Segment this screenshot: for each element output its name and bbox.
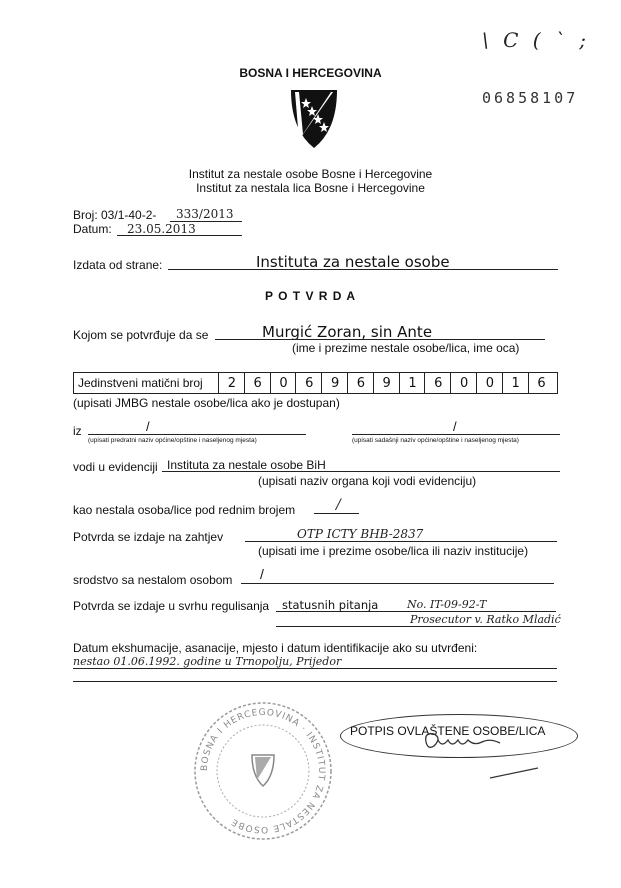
- serial-entry-label: kao nestala osoba/lice pod rednim brojem: [73, 503, 296, 517]
- evidence-hint: (upisati naziv organa koji vodi evidenciju): [258, 474, 477, 488]
- person-name: Murgić Zoran, sin Ante: [262, 323, 433, 341]
- relation-line: [241, 583, 554, 584]
- broj-label: Broj: 03/1-40-2-: [73, 208, 157, 222]
- jmbg-digit: 9: [321, 373, 348, 393]
- request-value: OTP ICTY BHB-2837: [297, 527, 424, 541]
- evidence-label: vodi u evidenciji: [73, 460, 158, 474]
- exhumation-label: Datum ekshumacije, asanacije, mjesto i datum identifikacije ako su utvrđeni:: [73, 641, 478, 655]
- jmbg-digit: 6: [295, 373, 322, 393]
- datum-line: [117, 235, 242, 236]
- request-label: Potvrda se izdaje na zahtjev: [73, 530, 224, 544]
- request-line: [245, 541, 557, 542]
- jmbg-digit: 1: [502, 373, 529, 393]
- serial-number: 06858107: [482, 89, 579, 107]
- handwritten-signature: [420, 728, 550, 788]
- exhumation-line-1: [73, 668, 557, 669]
- jmbg-box: [73, 372, 558, 394]
- purpose-label: Potvrda se izdaje u svrhu regulisanja: [73, 599, 270, 613]
- issued-by-line: [168, 269, 558, 270]
- serial-entry-line: [314, 513, 359, 514]
- datum-label: Datum:: [73, 222, 112, 236]
- jmbg-digit: 6: [528, 373, 555, 393]
- purpose-value-1: statusnih pitanja: [282, 598, 379, 612]
- jmbg-digit: 6: [347, 373, 374, 393]
- serial-entry-value: /: [336, 497, 341, 513]
- coat-of-arms-icon: [289, 88, 339, 150]
- iz-right-line: [352, 434, 560, 435]
- institute-line-2: Institut za nestala lica Bosne i Hercegovine: [196, 181, 425, 195]
- person-name-line: [215, 339, 545, 340]
- jmbg-hint: (upisati JMBG nestale osobe/lica ako je dostupan): [73, 396, 340, 410]
- issued-by-label: Izdata od strane:: [73, 258, 163, 272]
- jmbg-digit: 0: [476, 373, 503, 393]
- jmbg-digit: 6: [424, 373, 451, 393]
- jmbg-digit: 1: [399, 373, 426, 393]
- evidence-line: [162, 471, 560, 472]
- jmbg-digit: 0: [450, 373, 477, 393]
- iz-left-hint: (upisati predratni naziv općine/opštine i naseljenog mjesta): [88, 437, 257, 444]
- exhumation-value: nestao 01.06.1992. godine u Trnopolju, Prijedor: [73, 655, 342, 668]
- exhumation-line-2: [73, 681, 557, 682]
- relation-label: srodstvo sa nestalom osobom: [73, 573, 233, 587]
- iz-left-line: [88, 434, 306, 435]
- datum-value: 23.05.2013: [127, 222, 196, 236]
- iz-right-value: /: [453, 419, 457, 434]
- official-stamp-icon: [192, 700, 334, 842]
- country-title: BOSNA I HERCEGOVINA: [239, 66, 382, 80]
- confirm-label: Kojom se potvrđuje da se: [73, 328, 209, 342]
- document-title: P O T V R D A: [264, 289, 356, 303]
- jmbg-digit: 9: [373, 373, 400, 393]
- stamp-text: BOSNA I HERCEGOVINA · INSTITUT ZA NESTALE OSOBE: [199, 707, 327, 835]
- purpose-value-2: No. IT-09-92-T: [407, 598, 487, 611]
- purpose-line-1: [276, 611, 556, 612]
- relation-value: /: [260, 566, 264, 582]
- jmbg-digit: 0: [270, 373, 297, 393]
- evidence-value: Instituta za nestale osobe BiH: [167, 458, 326, 472]
- iz-right-hint: (upisati sadašnji naziv općine/opštine i naseljenog mjesta): [352, 437, 519, 444]
- jmbg-label: Jedinstveni matični broj: [78, 376, 203, 390]
- issued-by-value: Instituta za nestale osobe: [256, 253, 450, 271]
- jmbg-digit: 2: [218, 373, 245, 393]
- purpose-value-3: Prosecutor v. Ratko Mladić: [410, 613, 561, 626]
- institute-line-1: Institut za nestale osobe Bosne i Hercegovine: [188, 167, 433, 181]
- request-hint: (upisati ime i prezime osobe/lica ili naziv institucije): [258, 544, 529, 558]
- svg-text:BOSNA I HERCEGOVINA · INSTITUT: [200, 708, 326, 834]
- purpose-line-2: [276, 626, 556, 627]
- signature-label: POTPIS OVLAŠTENE OSOBE/LICA: [350, 724, 546, 738]
- broj-value: 333/2013: [176, 207, 234, 221]
- person-name-hint: (ime i prezime nestale osobe/lica, ime oca): [292, 341, 520, 355]
- jmbg-digit: 6: [244, 373, 271, 393]
- iz-label: iz: [73, 424, 82, 438]
- iz-left-value: /: [146, 419, 150, 434]
- handwritten-mark: \ C ( ` ;: [482, 28, 591, 52]
